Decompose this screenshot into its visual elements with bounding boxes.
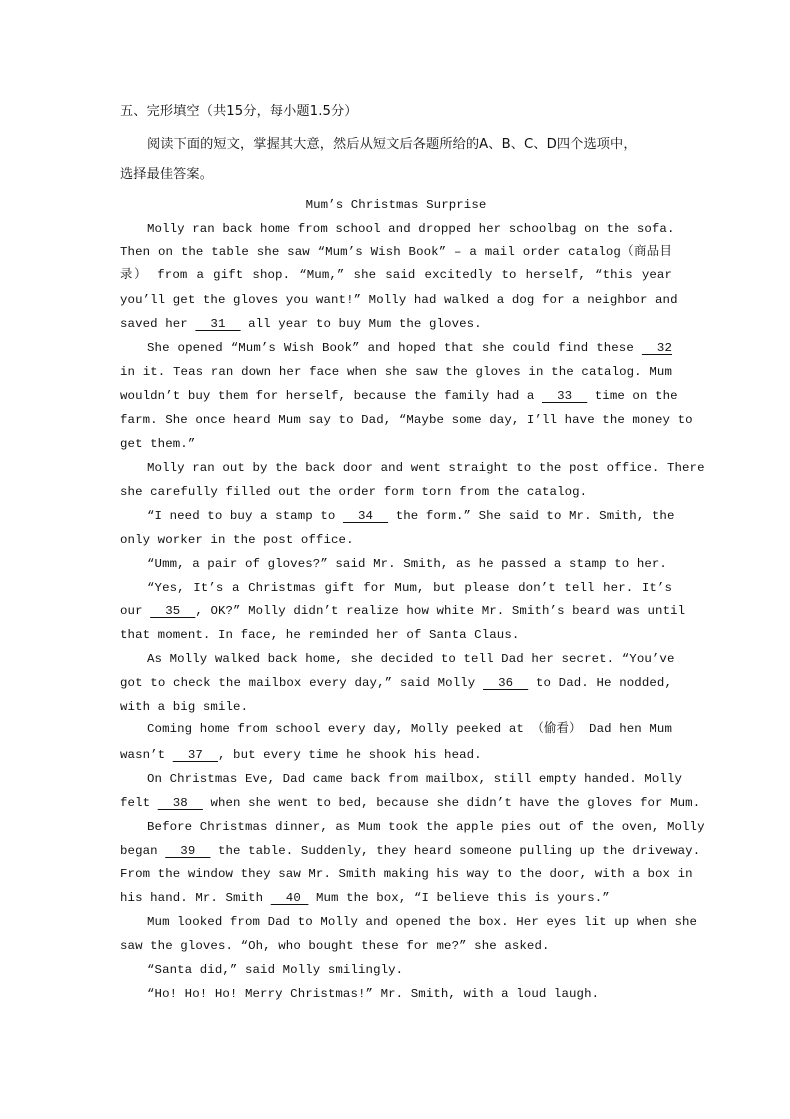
passage-line: you’ll get the gloves you want!” Molly had walked a dog for a neighbor and: [120, 293, 678, 307]
line-text-before: wasn’t: [120, 748, 173, 762]
line-text-after: the table. Suddenly, they heard someone pulling up the driveway.: [210, 844, 701, 858]
passage-line: get them.”: [120, 437, 196, 451]
passage-line: [120, 795, 701, 811]
answer-blank: 35: [150, 604, 196, 618]
line-text-after: , OK?” Molly didn’t realize how white Mr. Smith’s beard was until: [195, 604, 686, 618]
passage-line: farm. She once heard Mum say to Dad, “Maybe some day, I’ll have the money to: [120, 413, 693, 427]
passage-line: On Christmas Eve, Dad came back from mailbox, still empty handed. Molly: [147, 772, 683, 786]
passage-line: she carefully filled out the order form torn from the catalog.: [120, 485, 588, 499]
passage-title: Mum’s Christmas Surprise: [305, 198, 487, 212]
passage-line: [120, 843, 701, 859]
passage-line: Before Christmas dinner, as Mum took the apple pies out of the oven, Molly: [147, 820, 705, 834]
line-text-after: Mum the box, “I believe this is yours.”: [308, 891, 610, 905]
passage-line: As Molly walked back home, she decided to tell Dad her secret. “You’ve: [147, 652, 675, 666]
passage-line: [120, 603, 686, 619]
line-text-before: “I need to buy a stamp to: [147, 509, 343, 523]
passage-line: 录） from a gift shop. “Mum,” she said excitedly to herself, “this year: [120, 268, 672, 282]
instruction-line-1: 阅读下面的短文，掌握其大意，然后从短文后各题所给的A、B、C、D四个选项中，: [147, 137, 637, 152]
passage-line: [120, 388, 678, 404]
passage-line: “Umm, a pair of gloves?” said Mr. Smith, as he passed a stamp to her.: [147, 557, 667, 571]
answer-blank: 36: [483, 676, 529, 690]
line-text-before: wouldn’t buy them for herself, because the family had a: [120, 389, 542, 403]
passage-line: [147, 340, 672, 356]
passage-line: [147, 508, 675, 524]
line-text-after: , but every time he shook his head.: [217, 748, 482, 762]
passage-line: [120, 316, 672, 332]
line-text-before: began: [120, 844, 166, 858]
passage-line: [120, 675, 672, 691]
line-text-after: when she went to bed, because she didn’t have the gloves for Mum.: [202, 796, 701, 810]
answer-blank: 38: [157, 796, 203, 810]
passage-line: Molly ran back home from school and dropped her schoolbag on the sofa.: [147, 222, 675, 236]
line-text-before: She opened “Mum’s Wish Book” and hoped that she could find these: [147, 341, 642, 355]
line-text-before: saved her: [120, 317, 196, 331]
passage-line: Mum looked from Dad to Molly and opened the box. Her eyes lit up when she: [147, 915, 698, 929]
passage-line: “Yes, It’s a Christmas gift for Mum, but please don’t tell her. It’s: [147, 581, 672, 595]
passage-line: From the window they saw Mr. Smith making his way to the door, with a box in: [120, 867, 693, 881]
line-text-before: his hand. Mr. Smith: [120, 891, 271, 905]
answer-blank: 39: [165, 844, 211, 858]
line-text-after: time on the: [587, 389, 678, 403]
answer-blank: 40: [270, 891, 309, 905]
answer-blank: 33: [542, 389, 588, 403]
answer-blank: 31: [195, 317, 241, 331]
line-text-before: got to check the mailbox every day,” said Molly: [120, 676, 484, 690]
passage-line: “Santa did,” said Molly smilingly.: [147, 963, 404, 977]
passage-line: “Ho! Ho! Ho! Merry Christmas!” Mr. Smith, with a loud laugh.: [147, 987, 600, 1001]
answer-blank: 34: [342, 509, 389, 523]
passage-line: Coming home from school every day, Molly peeked at （偷看） Dad hen Mum: [147, 722, 672, 736]
passage-line: in it. Teas ran down her face when she saw the gloves in the catalog. Mum: [120, 365, 672, 379]
passage-line: Then on the table she saw “Mum’s Wish Book” – a mail order catalog（商品目: [120, 245, 672, 259]
passage-line: [120, 890, 672, 906]
passage-line: only worker in the post office.: [120, 533, 354, 547]
passage-line: saw the gloves. “Oh, who bought these for me?” she asked.: [120, 939, 550, 953]
line-text-before: felt: [120, 796, 158, 810]
line-text-after: to Dad. He nodded,: [528, 676, 672, 690]
section-heading: 五、完形填空（共15分，每小题1.5分）: [120, 104, 358, 119]
passage-line: Molly ran out by the back door and went straight to the post office. There: [147, 461, 705, 475]
line-text-after: all year to buy Mum the gloves.: [240, 317, 482, 331]
answer-blank: 37: [172, 748, 218, 762]
passage-line: [120, 747, 672, 763]
answer-blank: 32: [641, 341, 672, 355]
line-text-after: the form.” She said to Mr. Smith, the: [388, 509, 675, 523]
line-text-before: our: [120, 604, 151, 618]
instruction-line-2: 选择最佳答案。: [120, 167, 214, 182]
passage-line: that moment. In face, he reminded her of Santa Claus.: [120, 628, 520, 642]
passage-line: with a big smile.: [120, 700, 249, 714]
